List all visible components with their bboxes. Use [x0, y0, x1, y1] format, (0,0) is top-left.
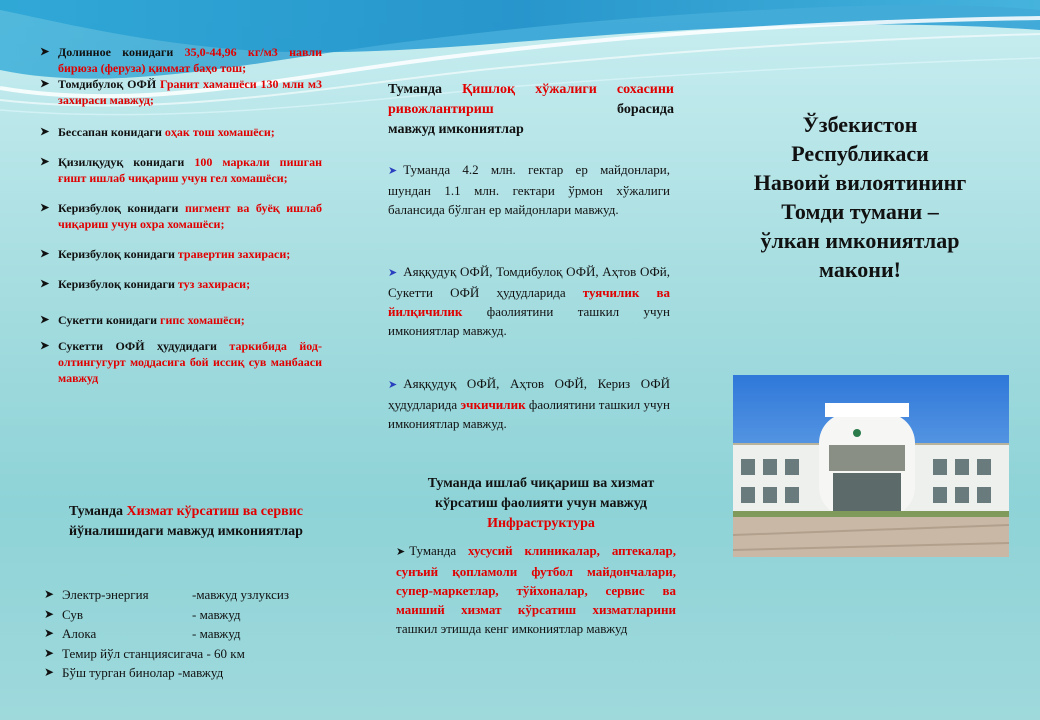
arrowhead-bullet-icon: ➤ — [40, 46, 50, 58]
resource-item-text — [58, 338, 322, 386]
infrastructure-item-label: Сув — [62, 606, 83, 622]
arrowhead-bullet-icon: ➤ — [40, 156, 50, 168]
resource-item — [40, 312, 322, 328]
brochure-title-line: макони! — [819, 257, 901, 282]
agri-title — [388, 80, 674, 140]
arrowhead-bullet-icon: ➤ — [40, 202, 50, 214]
resource-item-text — [58, 312, 322, 328]
resource-item-location: Керизбулоқ конидаги — [58, 201, 185, 215]
brochure-title — [728, 110, 992, 284]
resource-item-detail: оҳак тош хомашёси; — [164, 125, 275, 139]
resource-item-detail: таркибида йод-олтингугурт моддасига бой иссиқ сув манбааси мавжуд — [58, 339, 322, 385]
arrowhead-bullet-icon: ➤ — [40, 314, 50, 326]
resource-item-detail: 35,0-44,96 кг/м3 навли бирюза (феруза) қиммат баҳо тош; — [58, 45, 323, 75]
resource-item-detail: гипс хомашёси; — [160, 313, 245, 327]
service-title-red: Хизмат кўрсатиш ва сервис — [126, 504, 304, 519]
arrowhead-bullet-icon: ➤ — [44, 606, 55, 621]
service-title-pre: Туманда — [68, 504, 127, 519]
resource-item-text — [58, 246, 322, 262]
arrowhead-bullet-icon: ➤ — [44, 587, 55, 601]
infrastructure-item-label: Алока — [62, 626, 97, 641]
infrastructure-item — [44, 644, 334, 664]
arrowhead-bullet-icon: ➤ — [40, 126, 50, 138]
agri-p1-text: Туманда 4.2 млн. гектар ер майдонлари, шундан 1.1 млн. гектари ўрмон хўжалиги балансида бўлган ер майдонлари мавжуд. — [388, 162, 670, 217]
resource-item — [40, 76, 322, 108]
agri-paragraph-2 — [388, 262, 670, 340]
infra-p-red: хусусий клиникалар, аптекалар, сунъий қопламоли футбол майдончалари, супер-маркетлар, тўйхоналар, сервис ва маиший хизмат кўрсатиш хизматларини — [396, 543, 676, 617]
agri-p2-pre: Аяққудуқ ОФЙ, Томдибулоқ ОФЙ, Аҳтов ОФй, Сукетти ОФЙ ҳудудларида — [388, 264, 670, 300]
resource-item — [40, 44, 322, 76]
infrastructure-list — [44, 585, 334, 683]
arrowhead-bullet-icon: ➤ — [40, 248, 50, 260]
resource-item — [40, 124, 322, 140]
resource-item-detail: туз захираси; — [177, 277, 251, 291]
infrastructure-item — [44, 585, 334, 605]
arrowhead-bullet-icon: ➤ — [44, 665, 55, 679]
infrastructure-item-label: Бўш турган бинолар -мавжуд — [62, 665, 224, 680]
agri-title-pre: Туманда — [388, 82, 463, 97]
resource-item-text — [58, 44, 322, 76]
resource-item — [40, 338, 322, 386]
infrastructure-item — [44, 624, 334, 644]
resource-item-text — [58, 76, 322, 108]
infrastructure-item-value: - мавжуд — [192, 606, 241, 622]
service-title — [64, 502, 308, 542]
arrowhead-bullet-icon: ➤ — [388, 267, 398, 279]
resource-item — [40, 200, 322, 232]
agri-p3-red: эчкичилик — [460, 397, 526, 412]
resource-item-detail: 100 маркали пишган ғишт ишлаб чиқариш учун гел хомашёси; — [58, 155, 323, 185]
brochure-title-line: Республикаси — [791, 141, 929, 166]
resource-item-location: Томдибулоқ ОФЙ — [58, 77, 160, 91]
infrastructure-item-value: - мавжуд — [192, 626, 241, 641]
infra-title-red: Инфраструктура — [487, 516, 595, 531]
brochure-title-line: ўлкан имкониятлар — [760, 228, 960, 253]
resource-item-location: Қизилқудуқ конидаги — [58, 155, 195, 169]
resource-item — [40, 154, 322, 186]
brochure-title-line: Томди тумани – — [781, 199, 939, 224]
infrastructure-item-label: Темир йўл станциясигача - 60 км — [62, 645, 245, 661]
agri-title-last: мавжуд имкониятлар — [388, 122, 524, 137]
arrowhead-bullet-icon: ➤ — [40, 78, 50, 90]
service-title-post: йўналишидаги мавжуд имкониятлар — [69, 524, 303, 539]
resource-item-text — [58, 154, 322, 186]
resource-item — [40, 276, 322, 292]
infra-paragraph — [396, 541, 676, 638]
resource-item-text — [58, 124, 322, 140]
infrastructure-item-value: -мавжуд узлуксиз — [192, 587, 290, 602]
resource-item-location: Сукетти конидаги — [58, 313, 161, 327]
agri-p2-post: фаолиятини ташкил учун имкониятлар мавжуд. — [388, 304, 670, 338]
agri-p3-post: фаолиятини ташкил учун имкониятлар мавжуд. — [388, 397, 670, 431]
infra-title-main: Туманда ишлаб чиқариш ва хизмат кўрсатиш фаолияти учун мавжуд — [427, 476, 655, 511]
resource-item-detail: Гранит хамашёси 130 млн м3 захираси мавжуд; — [58, 77, 322, 107]
resources-list — [40, 44, 322, 386]
arrowhead-bullet-icon: ➤ — [388, 379, 398, 391]
brochure-title-line: Ўзбекистон — [802, 112, 918, 137]
infrastructure-item — [44, 605, 334, 625]
resource-item-location: Долинное конидаги — [58, 45, 185, 59]
infra-title — [396, 474, 686, 534]
agri-p2-red: туячилик ва йилқичилик — [388, 285, 670, 319]
infrastructure-item — [44, 663, 334, 683]
agri-paragraph-3 — [388, 374, 670, 433]
agri-paragraph-1 — [388, 160, 670, 219]
district-building-photo — [733, 375, 1009, 557]
arrowhead-bullet-icon: ➤ — [388, 165, 398, 177]
resource-item — [40, 246, 322, 262]
resource-item-location: Керизбулоқ конидаги — [58, 247, 178, 261]
brochure-title-line: Навоий вилоятининг — [753, 170, 967, 195]
agri-title-post: борасида — [493, 102, 674, 117]
resource-item-detail: травертин захираси; — [177, 247, 291, 261]
resource-item-location: Бессапан конидаги — [58, 125, 165, 139]
resource-item-detail: пигмент ва буёқ ишлаб чиқариш учун охра хомашёси; — [58, 201, 323, 231]
arrowhead-bullet-icon: ➤ — [40, 278, 50, 290]
resource-item-location: Сукетти ОФЙ ҳудудидаги — [58, 339, 230, 353]
agri-title-red: Қишлоқ хўжалиги сохасини ривожлантириш — [388, 82, 674, 117]
infrastructure-item-label: Электр-энергия — [62, 587, 149, 602]
arrowhead-bullet-icon: ➤ — [396, 546, 406, 558]
arrowhead-bullet-icon: ➤ — [44, 645, 55, 660]
agri-p3-pre: Аяққудуқ ОФЙ, Аҳтов ОФЙ, Кериз ОФЙ ҳудудларида — [388, 376, 670, 412]
arrowhead-bullet-icon: ➤ — [40, 340, 50, 352]
resource-item-text — [58, 276, 322, 292]
arrowhead-bullet-icon: ➤ — [44, 626, 55, 640]
resource-item-text — [58, 200, 322, 232]
infra-p-post: ташкил этишда кенг имкониятлар мавжуд — [396, 621, 628, 636]
resource-item-location: Керизбулоқ конидаги — [58, 277, 178, 291]
infra-p-pre: Туманда — [409, 543, 469, 558]
